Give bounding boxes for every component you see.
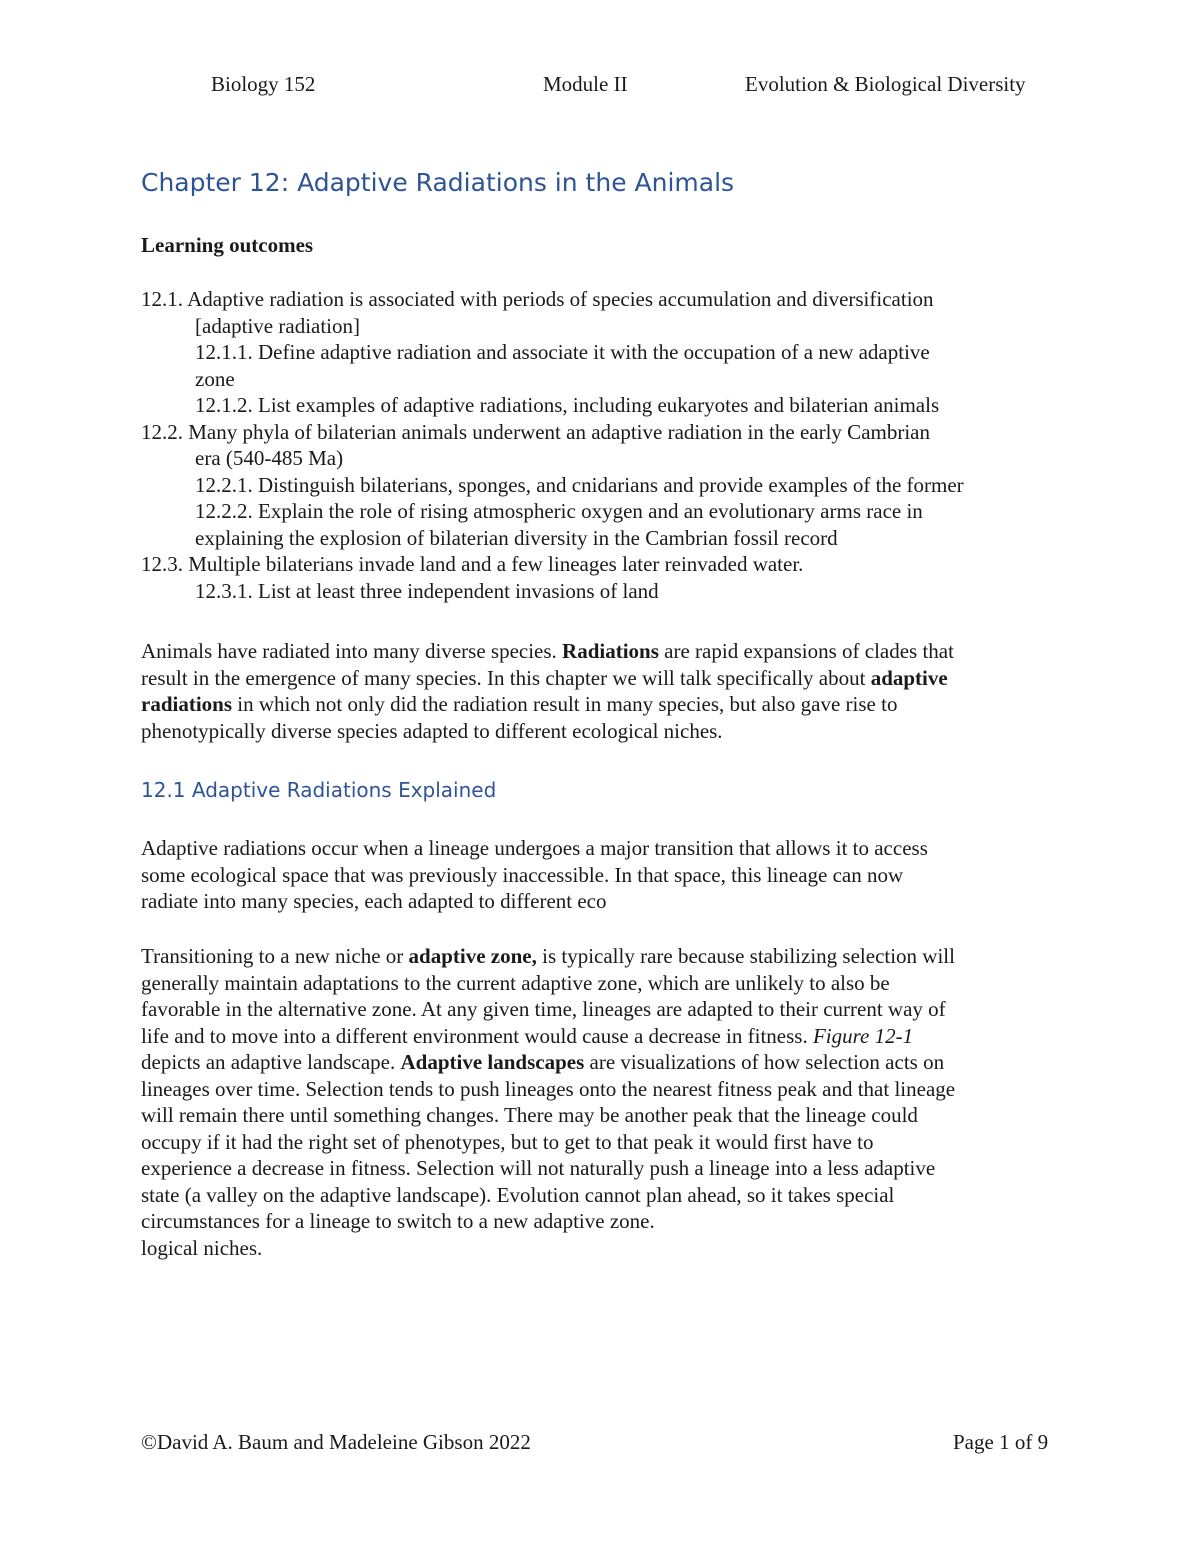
text: logical niches.: [141, 1235, 263, 1260]
term-radiations: radiations: [141, 692, 233, 716]
term-adaptive: adaptive: [870, 665, 948, 690]
figure-reference: Figure 12-1: [812, 1023, 914, 1048]
header-course: Biology 152: [211, 72, 316, 96]
text: state (a valley on the adaptive landscape). Evolution cannot plan ahead, so it takes special: [141, 1182, 895, 1207]
outcome-line: era (540-485 Ma): [195, 446, 344, 470]
text: experience a decrease in fitness. Selection will not naturally push a lineage into a less adaptive: [141, 1156, 936, 1180]
text: Adaptive radiations occur when a lineage undergoes a major transition that allows it to access: [141, 836, 928, 860]
outcome-line: 12.2.2. Explain the role of rising atmospheric oxygen and an evolutionary arms race in: [195, 499, 923, 523]
term-radiations: Radiations: [562, 639, 659, 663]
text: generally maintain adaptations to the current adaptive zone, which are unlikely to also be: [141, 970, 890, 995]
learning-outcomes-list: [141, 286, 1071, 604]
footer-copyright: ©David A. Baum and Madeleine Gibson 2022: [141, 1430, 531, 1454]
learning-outcomes-heading: Learning outcomes: [141, 233, 314, 257]
text: phenotypically diverse species adapted to different ecological niches.: [141, 718, 723, 743]
footer-page-number: Page 1 of 9: [953, 1430, 1049, 1454]
term-adaptive-zone: adaptive zone,: [408, 944, 537, 968]
text: are visualizations of how selection acts on: [584, 1050, 945, 1074]
text: occupy if it had the right set of phenotypes, but to get to that peak it would first have to: [141, 1129, 874, 1154]
text: radiate into many species, each adapted to different eco: [141, 889, 607, 913]
text: favorable in the alternative zone. At any given time, lineages are adapted to their current way of: [141, 997, 946, 1021]
paragraph-adaptive-radiations: [141, 835, 1071, 915]
text: Animals have radiated into many diverse species.: [141, 639, 563, 663]
section-heading: 12.1 Adaptive Radiations Explained: [141, 778, 497, 802]
text: will remain there until something changes. There may be another peak that the lineage could: [141, 1103, 918, 1127]
paragraph-adaptive-zone: [141, 943, 1071, 1261]
text: in which not only did the radiation result in many species, but also gave rise to: [232, 692, 898, 716]
text: life and to move into a different environment would cause a decrease in fitness.: [141, 1023, 813, 1048]
text: are rapid expansions of clades that: [658, 639, 954, 663]
outcome-line: 12.2. Many phyla of bilaterian animals underwent an adaptive radiation in the early Cambrian: [141, 419, 930, 444]
text: is typically rare because stabilizing selection will: [536, 944, 955, 968]
outcome-line: 12.1.2. List examples of adaptive radiations, including eukaryotes and bilaterian animals: [195, 393, 940, 417]
text: result in the emergence of many species. In this chapter we will talk specifically about: [141, 665, 871, 690]
text: depicts an adaptive landscape.: [141, 1050, 401, 1074]
outcome-line: 12.3.1. List at least three independent invasions of land: [195, 578, 659, 603]
text: lineages over time. Selection tends to push lineages onto the nearest fitness peak and that lineage: [141, 1076, 956, 1101]
term-adaptive-landscapes: Adaptive landscapes: [400, 1050, 585, 1074]
text: circumstances for a lineage to switch to a new adaptive zone.: [141, 1209, 655, 1233]
outcome-line: zone: [195, 366, 235, 391]
outcome-line: 12.1.1. Define adaptive radiation and associate it with the occupation of a new adaptive: [195, 340, 930, 364]
intro-paragraph: [141, 638, 1071, 744]
text: Transitioning to a new niche or: [141, 944, 409, 968]
outcome-line: explaining the explosion of bilaterian diversity in the Cambrian fossil record: [195, 525, 838, 550]
chapter-title: Chapter 12: Adaptive Radiations in the Animals: [141, 168, 735, 197]
header-module: Module II: [543, 72, 628, 96]
outcome-line: 12.2.1. Distinguish bilaterians, sponges, and cnidarians and provide examples of the former: [195, 472, 964, 497]
text: some ecological space that was previously inaccessible. In that space, this lineage can now: [141, 862, 904, 887]
outcome-line: [adaptive radiation]: [195, 313, 361, 338]
outcome-line: 12.1. Adaptive radiation is associated with periods of species accumulation and diversification: [141, 287, 934, 311]
outcome-line: 12.3. Multiple bilaterians invade land and a few lineages later reinvaded water.: [141, 552, 804, 576]
header-topic: Evolution & Biological Diversity: [745, 72, 1026, 96]
